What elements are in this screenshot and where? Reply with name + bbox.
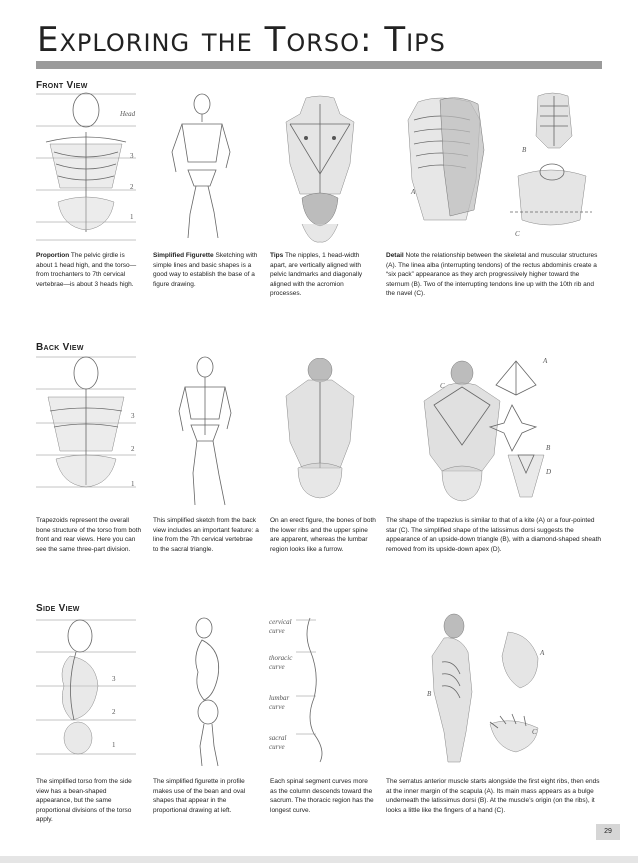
front-detail-drawing [400, 90, 600, 245]
label-back-A: A [543, 357, 548, 365]
label-front-A: A [411, 188, 416, 196]
label-head: Head [120, 110, 136, 118]
label-back-1: 1 [131, 480, 135, 488]
back-proportion-drawing [36, 355, 146, 505]
label-back-C: C [440, 382, 445, 390]
label-side-3: 3 [112, 675, 116, 683]
label-cervical-curve: curve [269, 627, 285, 635]
caption-front-tips: Tips The nipples, 1 head-width apart, are vertically aligned with pelvic landmarks and diagonally aligned with the acromion processes. [270, 252, 363, 298]
caption-side-serratus: The serratus anterior muscle starts alongside the first eight ribs, then ends at the inner margin of the scapula (A). Its main mass appears as a bulge underneath the latissimus dorsi (B). At the muscle’s origin (on the ribs), it looks a little like the fingers of a hand (C). [386, 778, 600, 814]
label-front-2: 2 [130, 183, 134, 191]
caption-side-proportion: The simplified torso from the side view has a bean-shaped appearance, but the same proportional divisions of the torso apply. [36, 778, 132, 824]
label-front-1: 1 [130, 213, 134, 221]
label-side-A: A [540, 649, 545, 657]
caption-back-proportion: Trapezoids represent the overall bone structure of the torso from both front and rear views. Here you can see the same three-part division. [36, 517, 142, 553]
label-side-C: C [532, 728, 537, 736]
side-figurette-drawing [180, 616, 240, 768]
side-serratus-drawing [420, 612, 555, 767]
label-thoracic: thoracic [269, 654, 293, 662]
title-rule [36, 61, 602, 69]
label-front-B: B [522, 146, 527, 154]
caption-front-figurette: Simplified Figurette Sketching with simple lines and basic shapes is a good way to establish the base of a figure drawing. [153, 252, 258, 288]
label-side-1: 1 [112, 741, 116, 749]
section-heading-back: Back View [36, 342, 84, 353]
caption-back-figurette: This simplified sketch from the back view includes an important feature: a line from the 7th cervical vertebrae to the sacral triangle. [153, 517, 259, 553]
back-torso-drawing [278, 358, 363, 503]
side-proportion-drawing [36, 616, 146, 766]
section-heading-side: Side View [36, 603, 80, 614]
caption-side-spine: Each spinal segment curves more as the column descends toward the sacrum. The thoracic region has the longest curve. [270, 778, 374, 814]
label-front-C: C [515, 230, 520, 238]
front-figurette-drawing [160, 92, 240, 242]
label-sacral: sacral [269, 734, 287, 742]
caption-side-figurette: The simplified figurette in profile makes use of the bean and oval shapes that appear in the proportional drawing at left. [153, 778, 246, 814]
label-sacral-curve: curve [269, 743, 285, 751]
bottom-bar [0, 856, 638, 863]
back-figurette-drawing [165, 355, 245, 510]
front-tips-drawing [280, 94, 360, 244]
side-spine-drawing [290, 614, 340, 764]
label-lumbar-curve: curve [269, 703, 285, 711]
label-side-2: 2 [112, 708, 116, 716]
label-back-B: B [546, 444, 551, 452]
label-back-D: D [546, 468, 552, 476]
page-title: Exploring the Torso: Tips [37, 20, 446, 60]
label-back-2: 2 [131, 445, 135, 453]
page-number: 29 [596, 824, 620, 840]
label-back-3: 3 [131, 412, 135, 420]
label-lumbar: lumbar [269, 694, 290, 702]
label-cervical: cervical [269, 618, 292, 626]
caption-back-torso: On an erect figure, the bones of both the lower ribs and the upper spine are apparent, whereas the lumbar region looks like a furrow. [270, 517, 376, 553]
label-side-B: B [427, 690, 432, 698]
back-musculature-drawing [420, 355, 555, 505]
label-front-3: 3 [130, 152, 134, 160]
caption-front-proportion: Proportion The pelvic girdle is about 1 head high, and the torso—from trochanters to 7th cervical vertebrae—is about 3 heads high. [36, 252, 137, 288]
caption-front-detail: Detail Note the relationship between the skeletal and muscular structures (A). The linea alba (interrupting tendons) of the rectus abdominis create a “six pack” appearance as they arch progressively higher toward the sternum (B). Two of the interrupting tendons line up with the 10th rib and the navel (C). [386, 252, 598, 298]
label-thoracic-curve: curve [269, 663, 285, 671]
section-heading-front: Front View [36, 80, 88, 91]
caption-back-musculature: The shape of the trapezius is similar to that of a kite (A) or a four-pointed star (C). The simplified shape of the latissimus dorsi suggests the appearance of an upside-down triangle (B), with a diamond-shaped sheath removed from its upside-down apex (D). [386, 517, 601, 553]
